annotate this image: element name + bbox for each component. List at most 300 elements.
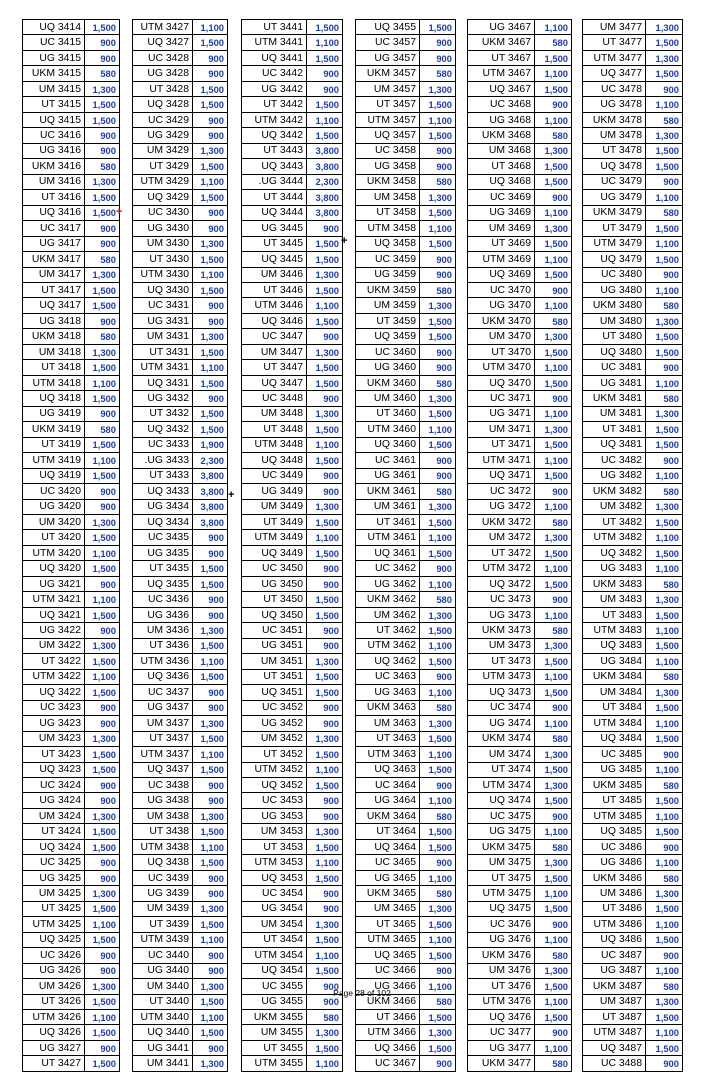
table-row	[133, 530, 228, 545]
item-value: 1,300	[307, 267, 343, 282]
item-value: 1,300	[535, 747, 572, 762]
table-row	[242, 453, 343, 468]
table-row	[583, 453, 683, 468]
item-code: UG 3428	[133, 66, 193, 81]
table-row	[23, 236, 120, 251]
table-row	[356, 499, 456, 514]
item-value: 1,500	[535, 375, 572, 390]
table-row	[583, 298, 683, 313]
item-code: UG 3420	[23, 499, 85, 514]
item-code: UT 3419	[23, 437, 85, 452]
table-row	[356, 391, 456, 406]
item-code: UG 3470	[468, 298, 535, 313]
item-value: 1,500	[193, 576, 228, 591]
table-column-1	[22, 19, 123, 1072]
item-code: UG 3478	[583, 97, 646, 112]
item-value: 1,300	[193, 808, 228, 823]
item-value: 3,800	[307, 190, 343, 205]
table-row	[356, 329, 456, 344]
table-row	[242, 932, 343, 947]
item-value: 580	[420, 994, 456, 1009]
item-code: UQ 3482	[583, 545, 646, 560]
table-row	[583, 793, 683, 808]
item-code: UTM 3418	[23, 375, 85, 390]
table-row	[242, 685, 343, 700]
table-row	[468, 1010, 572, 1025]
table-row	[356, 654, 456, 669]
table-row	[242, 112, 343, 127]
item-value: 1,500	[535, 979, 572, 994]
table-row	[23, 561, 120, 576]
item-code: UQ 3473	[468, 685, 535, 700]
item-code: UT 3437	[133, 731, 193, 746]
item-value: 1,500	[420, 1040, 456, 1055]
item-value: 580	[420, 592, 456, 607]
item-value: 1,100	[85, 545, 120, 560]
item-value: 1,100	[646, 530, 683, 545]
table-row	[356, 901, 456, 916]
table-row	[133, 360, 228, 375]
item-value: 580	[85, 66, 120, 81]
item-value: 1,500	[420, 623, 456, 638]
table-row	[133, 824, 228, 839]
item-value: 580	[646, 669, 683, 684]
item-code: UTM 3467	[468, 66, 535, 81]
item-value: 900	[646, 453, 683, 468]
table-row	[356, 190, 456, 205]
table-row	[468, 607, 572, 622]
item-value: 900	[193, 777, 228, 792]
item-code: UM 3439	[133, 901, 193, 916]
table-row	[133, 313, 228, 328]
item-value: 1,100	[535, 252, 572, 267]
table-row	[468, 313, 572, 328]
table-row	[356, 1056, 456, 1071]
table-row	[133, 839, 228, 854]
item-value: 1,500	[646, 515, 683, 530]
item-value: 900	[307, 808, 343, 823]
table-row	[468, 685, 572, 700]
item-value: 3,800	[193, 468, 228, 483]
item-code: UT 3418	[23, 360, 85, 375]
table-row	[583, 205, 683, 220]
table-row	[133, 1056, 228, 1071]
table-row	[23, 1025, 120, 1040]
table-row	[356, 112, 456, 127]
item-code: UM 3472	[468, 530, 535, 545]
table-row	[23, 793, 120, 808]
item-code: UT 3451	[242, 669, 307, 684]
item-value: 1,300	[420, 190, 456, 205]
item-code: UTM 3486	[583, 917, 646, 932]
item-value: 1,300	[307, 824, 343, 839]
item-value: 1,300	[535, 638, 572, 653]
item-value: 900	[535, 700, 572, 715]
table-row	[356, 747, 456, 762]
table-row	[133, 576, 228, 591]
table-row	[133, 700, 228, 715]
item-code: UG 3422	[23, 623, 85, 638]
item-code: UM 3458	[356, 190, 420, 205]
item-value: 1,300	[85, 638, 120, 653]
table-row	[133, 654, 228, 669]
table-row	[583, 468, 683, 483]
table-row	[583, 391, 683, 406]
item-code: UG 3424	[23, 793, 85, 808]
item-value: 900	[85, 499, 120, 514]
item-code: UM 3459	[356, 298, 420, 313]
table-row	[133, 406, 228, 421]
item-value: 1,500	[646, 793, 683, 808]
item-value: 1,300	[646, 20, 683, 35]
item-value: 1,500	[535, 468, 572, 483]
table-row	[356, 282, 456, 297]
item-value: 2,300	[307, 174, 343, 189]
table-row	[583, 267, 683, 282]
item-code: UQ 3485	[583, 824, 646, 839]
item-code: UQ 3433	[133, 484, 193, 499]
table-row	[356, 824, 456, 839]
table-row	[242, 561, 343, 576]
item-code: UQ 3419	[23, 468, 85, 483]
table-row	[356, 174, 456, 189]
table-column-4	[355, 19, 456, 1072]
item-value: 900	[420, 855, 456, 870]
item-value: 1,100	[535, 66, 572, 81]
item-code: UT 3465	[356, 917, 420, 932]
table-row	[23, 143, 120, 158]
item-value: 1,500	[535, 654, 572, 669]
table-row	[468, 870, 572, 885]
item-code: UQ 3441	[242, 50, 307, 65]
item-value: 1,100	[307, 112, 343, 127]
item-code: UC 3440	[133, 948, 193, 963]
table-row	[583, 917, 683, 932]
table-row	[583, 592, 683, 607]
table-row	[356, 1010, 456, 1025]
item-value: 580	[535, 128, 572, 143]
item-code: UG 3473	[468, 607, 535, 622]
item-code: UKM 3466	[356, 994, 420, 1009]
table-row	[356, 592, 456, 607]
item-code: UG 3471	[468, 406, 535, 421]
table-row	[133, 1040, 228, 1055]
item-code: UQ 3437	[133, 762, 193, 777]
table-row	[356, 360, 456, 375]
table-row	[583, 824, 683, 839]
item-value: 1,500	[420, 762, 456, 777]
item-code: UM 3449	[242, 499, 307, 514]
item-code: UT 3424	[23, 824, 85, 839]
table-row	[23, 545, 120, 560]
table-row	[468, 205, 572, 220]
item-code: UC 3433	[133, 437, 193, 452]
item-value: 1,500	[420, 1010, 456, 1025]
item-value: 1,500	[85, 530, 120, 545]
item-value: 1,500	[85, 994, 120, 1009]
item-code: UG 3418	[23, 313, 85, 328]
item-value: 1,300	[307, 731, 343, 746]
item-code: UT 3447	[242, 360, 307, 375]
table-row	[133, 252, 228, 267]
table-row	[583, 808, 683, 823]
table-row	[23, 50, 120, 65]
item-code: UTM 3419	[23, 453, 85, 468]
item-value: 1,500	[307, 313, 343, 328]
item-value: 900	[420, 252, 456, 267]
item-value: 1,500	[307, 963, 343, 978]
item-code: UQ 3474	[468, 793, 535, 808]
item-code: UG 3474	[468, 716, 535, 731]
table-row	[583, 50, 683, 65]
table-row	[468, 561, 572, 576]
table-row	[583, 236, 683, 251]
item-code: UG 3430	[133, 221, 193, 236]
item-value: 1,500	[85, 1025, 120, 1040]
table-row	[242, 97, 343, 112]
table-row	[356, 35, 456, 50]
item-value: 900	[85, 406, 120, 421]
item-value: 900	[646, 1056, 683, 1071]
item-value: 1,500	[646, 329, 683, 344]
table-row	[356, 205, 456, 220]
table-row	[468, 592, 572, 607]
item-value: 1,300	[85, 174, 120, 189]
table-row	[133, 422, 228, 437]
table-row	[23, 437, 120, 452]
item-code: UQ 3449	[242, 545, 307, 560]
item-code: UKM 3468	[468, 128, 535, 143]
item-value: 1,100	[307, 530, 343, 545]
item-value: 1,500	[307, 685, 343, 700]
item-value: 1,300	[307, 499, 343, 514]
item-value: 900	[307, 793, 343, 808]
item-value: 900	[307, 576, 343, 591]
item-value: 1,500	[85, 839, 120, 854]
item-code: UT 3485	[583, 793, 646, 808]
item-code: UC 3442	[242, 66, 307, 81]
table-row	[133, 747, 228, 762]
table-row	[242, 1040, 343, 1055]
item-code: UTM 3452	[242, 762, 307, 777]
item-value: 580	[535, 35, 572, 50]
table-row	[468, 143, 572, 158]
table-row	[133, 20, 228, 35]
item-code: UQ 3443	[242, 159, 307, 174]
item-code: UG 3468	[468, 112, 535, 127]
table-row	[583, 143, 683, 158]
table-row	[468, 236, 572, 251]
item-value: 1,100	[535, 1040, 572, 1055]
item-code: UQ 3429	[133, 190, 193, 205]
item-value: 900	[85, 35, 120, 50]
table-row	[242, 499, 343, 514]
item-code: UT 3471	[468, 437, 535, 452]
item-code: UG 3449	[242, 484, 307, 499]
item-value: 900	[193, 793, 228, 808]
table-row	[468, 839, 572, 854]
item-code: UT 3435	[133, 561, 193, 576]
table-row	[583, 623, 683, 638]
item-code: UM 3422	[23, 638, 85, 653]
table-row	[356, 669, 456, 684]
item-code: UTM 3477	[583, 50, 646, 65]
item-value: 1,300	[307, 654, 343, 669]
item-code: UKM 3472	[468, 515, 535, 530]
item-code: UM 3474	[468, 747, 535, 762]
table-row	[583, 329, 683, 344]
table-column-2	[132, 19, 228, 1072]
item-code: UM 3426	[23, 979, 85, 994]
item-value: 1,100	[85, 375, 120, 390]
item-value: 900	[85, 700, 120, 715]
item-value: 1,300	[535, 143, 572, 158]
table-row	[356, 576, 456, 591]
table-row	[23, 932, 120, 947]
table-row	[23, 282, 120, 297]
item-code: UM 3465	[356, 901, 420, 916]
item-code: UTM 3457	[356, 112, 420, 127]
item-code: UC 3424	[23, 777, 85, 792]
table-row	[583, 963, 683, 978]
table-row	[468, 747, 572, 762]
item-value: 1,500	[307, 545, 343, 560]
item-value: 1,300	[535, 963, 572, 978]
item-value: 1,300	[646, 886, 683, 901]
table-row	[23, 1010, 120, 1025]
item-code: UC 3457	[356, 35, 420, 50]
item-code: UM 3460	[356, 391, 420, 406]
table-row	[23, 654, 120, 669]
item-value: 900	[85, 484, 120, 499]
item-code: UM 3447	[242, 344, 307, 359]
item-value: 1,100	[420, 638, 456, 653]
table-row	[356, 97, 456, 112]
item-code: UT 3478	[583, 143, 646, 158]
item-value: 1,100	[193, 1010, 228, 1025]
table-row	[356, 159, 456, 174]
table-column-6	[582, 19, 683, 1072]
table-row	[583, 886, 683, 901]
table-row	[583, 499, 683, 514]
item-value: 900	[535, 97, 572, 112]
table-row	[133, 870, 228, 885]
table-row	[242, 35, 343, 50]
item-code: UKM 3457	[356, 66, 420, 81]
item-value: 1,100	[646, 468, 683, 483]
table-row	[23, 731, 120, 746]
item-value: 3,800	[193, 484, 228, 499]
item-code: UT 3442	[242, 97, 307, 112]
item-code: UKM 3461	[356, 484, 420, 499]
table-row	[583, 159, 683, 174]
item-value: 1,300	[535, 221, 572, 236]
item-value: 1,500	[535, 50, 572, 65]
item-value: 1,300	[307, 406, 343, 421]
item-code: UM 3438	[133, 808, 193, 823]
item-value: 1,500	[420, 437, 456, 452]
item-value: 1,500	[646, 731, 683, 746]
table-row	[583, 406, 683, 421]
item-code: UM 3476	[468, 963, 535, 978]
item-code: UQ 3430	[133, 282, 193, 297]
table-row	[356, 484, 456, 499]
table-row	[242, 252, 343, 267]
table-row	[583, 375, 683, 390]
item-value: 580	[646, 870, 683, 885]
item-value: 1,500	[535, 159, 572, 174]
item-value: 900	[193, 607, 228, 622]
item-value: 1,500	[420, 824, 456, 839]
table-row	[133, 112, 228, 127]
item-code: UG 3450	[242, 576, 307, 591]
item-code: UG 3439	[133, 886, 193, 901]
table-row	[133, 484, 228, 499]
item-code: UT 3425	[23, 901, 85, 916]
table-row	[242, 375, 343, 390]
item-value: 1,300	[307, 1025, 343, 1040]
item-value: 1,500	[420, 654, 456, 669]
table-row	[468, 267, 572, 282]
item-code: UQ 3440	[133, 1025, 193, 1040]
item-code: UT 3423	[23, 747, 85, 762]
item-code: UQ 3450	[242, 607, 307, 622]
item-value: 1,500	[307, 97, 343, 112]
item-value: 1,100	[193, 932, 228, 947]
black-plus-marker: +	[341, 235, 348, 247]
item-code: UC 3417	[23, 221, 85, 236]
item-code: UT 3479	[583, 221, 646, 236]
table-row	[468, 221, 572, 236]
item-code: UT 3474	[468, 762, 535, 777]
item-code: UM 3430	[133, 236, 193, 251]
item-code: UC 3485	[583, 747, 646, 762]
red-plus-marker: +	[116, 206, 123, 218]
item-code: UQ 3422	[23, 685, 85, 700]
table-row	[356, 81, 456, 96]
item-code: UTM 3422	[23, 669, 85, 684]
table-row	[583, 20, 683, 35]
table-row	[23, 592, 120, 607]
item-code: UC 3474	[468, 700, 535, 715]
item-value: 900	[193, 205, 228, 220]
item-code: UQ 3428	[133, 97, 193, 112]
item-value: 900	[535, 1025, 572, 1040]
table-row	[133, 932, 228, 947]
item-value: 900	[85, 855, 120, 870]
item-value: 1,300	[646, 499, 683, 514]
table-row	[23, 1040, 120, 1055]
item-code: UTM 3465	[356, 932, 420, 947]
table-row	[583, 762, 683, 777]
item-code: UC 3415	[23, 35, 85, 50]
table-row	[23, 174, 120, 189]
item-value: 1,300	[193, 716, 228, 731]
item-code: UC 3486	[583, 839, 646, 854]
item-value: 1,100	[535, 932, 572, 947]
item-value: 1,500	[646, 66, 683, 81]
item-value: 580	[646, 205, 683, 220]
item-code: UC 3447	[242, 329, 307, 344]
item-value: 580	[646, 777, 683, 792]
item-value: 1,500	[85, 20, 120, 35]
table-row	[583, 870, 683, 885]
table-row	[23, 515, 120, 530]
item-value: 900	[85, 963, 120, 978]
item-code: UQ 3484	[583, 731, 646, 746]
item-value: 900	[193, 1040, 228, 1055]
item-value: 900	[535, 282, 572, 297]
